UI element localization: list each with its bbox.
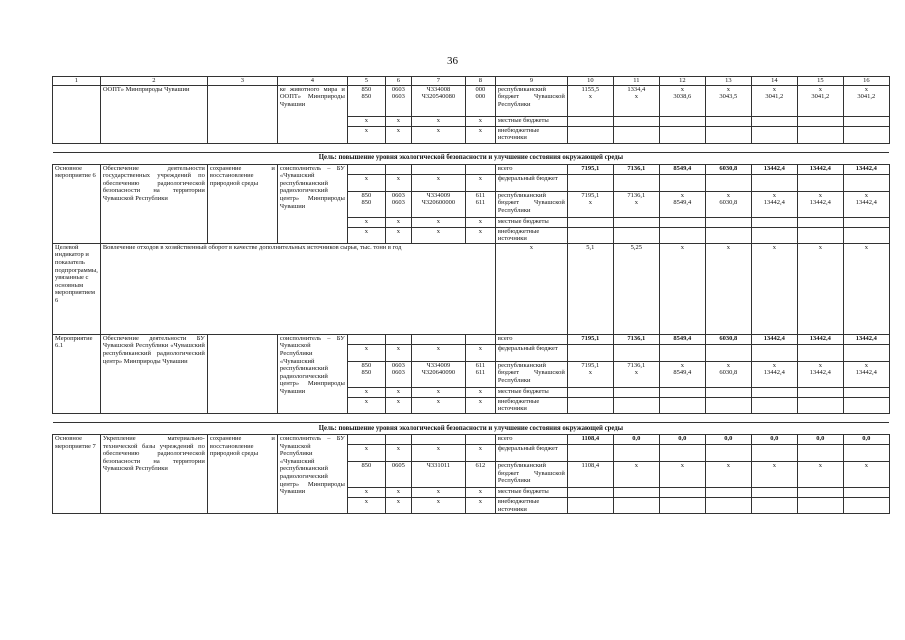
header-cell: 2 — [100, 77, 207, 86]
value-cell — [567, 387, 613, 397]
budget-code-cell: х — [385, 487, 411, 497]
value-cell — [567, 227, 613, 243]
value-cell — [797, 444, 843, 461]
header-cell: 6 — [385, 77, 411, 86]
funding-source: республиканский бюджет Чувашской Республики — [495, 361, 567, 387]
value-cell: х 3041,2 — [797, 85, 843, 116]
budget-code-cell: Ч334008 Ч320540080 — [411, 85, 465, 116]
value-cell — [751, 387, 797, 397]
activity-executor: соисполнитель – БУ Чувашской Республики «Чувашский республиканский радиологический центр» Минприроды Чувашии — [277, 334, 347, 413]
header-cell: 15 — [797, 77, 843, 86]
value-cell — [705, 387, 751, 397]
funding-source: местные бюджеты — [495, 116, 567, 126]
header-cell: 4 — [277, 77, 347, 86]
funding-source: местные бюджеты — [495, 487, 567, 497]
value-cell — [705, 444, 751, 461]
budget-code-cell — [411, 434, 465, 444]
budget-code-cell: х — [465, 227, 495, 243]
budget-code-cell: х — [411, 126, 465, 143]
activity-name: Обеспечение деятельности государственных учреждений по обеспечению радиологической безопасности на территории Чувашской Республики — [100, 164, 207, 243]
budget-code-cell: 850 850 — [347, 191, 385, 217]
value-cell: 1155,5 х — [567, 85, 613, 116]
budget-code-cell: х — [411, 387, 465, 397]
value-cell: 13442,4 — [797, 164, 843, 174]
budget-code-cell: х — [385, 497, 411, 513]
value-cell — [613, 387, 659, 397]
value-cell — [613, 227, 659, 243]
value-cell: х — [797, 461, 843, 487]
indicator-label: Целевой индикатор и показатель подпрограммы, увязанные с основным мероприятием 6 — [53, 243, 101, 334]
budget-code-cell: 850 850 — [347, 85, 385, 116]
indicator-value: х — [705, 243, 751, 334]
value-cell — [659, 397, 705, 413]
value-cell — [797, 174, 843, 191]
funding-source: внебюджетные источники — [495, 126, 567, 143]
value-cell — [751, 487, 797, 497]
activity-type — [53, 85, 101, 143]
value-cell — [797, 227, 843, 243]
value-cell — [613, 344, 659, 361]
table-row — [53, 85, 890, 116]
value-cell — [659, 487, 705, 497]
budget-code-cell: Ч331011 — [411, 461, 465, 487]
value-cell — [797, 126, 843, 143]
goal-row — [53, 422, 890, 434]
budget-code-cell — [385, 164, 411, 174]
budget-code-cell: 0603 0603 — [385, 361, 411, 387]
value-cell — [567, 217, 613, 227]
value-cell: х — [659, 461, 705, 487]
budget-code-cell: х — [347, 217, 385, 227]
budget-code-cell: х — [465, 344, 495, 361]
value-cell — [797, 397, 843, 413]
value-cell — [751, 497, 797, 513]
value-cell — [613, 126, 659, 143]
header-row — [53, 77, 890, 86]
value-cell: 7195,1 х — [567, 191, 613, 217]
budget-code-cell: х — [385, 444, 411, 461]
budget-code-cell: 611 611 — [465, 361, 495, 387]
goal-heading: Цель: повышение уровня экологической безопасности и улучшение состояния окружающей среды — [53, 422, 890, 434]
indicator-value: х — [751, 243, 797, 334]
value-cell — [797, 217, 843, 227]
indicator-value: х — [495, 243, 567, 334]
value-cell: 13442,4 — [843, 164, 889, 174]
budget-code-cell: 0603 0603 — [385, 85, 411, 116]
value-cell: х 3041,2 — [843, 85, 889, 116]
value-cell — [705, 497, 751, 513]
value-cell — [659, 344, 705, 361]
activity-type: Основное мероприятие 7 — [53, 434, 101, 513]
funding-source: федеральный бюджет — [495, 444, 567, 461]
budget-code-cell — [465, 434, 495, 444]
value-cell — [613, 444, 659, 461]
header-cell: 11 — [613, 77, 659, 86]
value-cell — [843, 487, 889, 497]
value-cell — [659, 444, 705, 461]
funding-source: республиканский бюджет Чувашской Республики — [495, 191, 567, 217]
budget-code-cell: х — [385, 116, 411, 126]
activity-direction — [207, 85, 277, 143]
budget-code-cell — [347, 434, 385, 444]
budget-code-cell: 850 — [347, 461, 385, 487]
activity-direction: сохранение и восстановление природной среды — [207, 164, 277, 243]
header-cell: 10 — [567, 77, 613, 86]
header-cell: 13 — [705, 77, 751, 86]
budget-code-cell: х — [465, 497, 495, 513]
value-cell — [751, 397, 797, 413]
funding-source: местные бюджеты — [495, 217, 567, 227]
budget-code-cell: Ч334009 Ч320640090 — [411, 361, 465, 387]
table-row — [53, 434, 890, 444]
goal-heading: Цель: повышение уровня экологической безопасности и улучшение состояния окружающей среды — [53, 152, 890, 164]
value-cell — [705, 227, 751, 243]
budget-code-cell: х — [385, 344, 411, 361]
activity-direction: сохранение и восстановление природной среды — [207, 434, 277, 513]
budget-code-cell: х — [347, 487, 385, 497]
value-cell — [843, 116, 889, 126]
value-cell: х 13442,4 — [843, 361, 889, 387]
value-cell — [659, 217, 705, 227]
value-cell — [613, 217, 659, 227]
value-cell — [843, 344, 889, 361]
value-cell: х — [843, 461, 889, 487]
value-cell — [705, 217, 751, 227]
value-cell — [659, 116, 705, 126]
budget-code-cell: х — [411, 174, 465, 191]
funding-source: федеральный бюджет — [495, 174, 567, 191]
value-cell: 0,0 — [797, 434, 843, 444]
value-cell — [797, 497, 843, 513]
budget-code-cell: х — [347, 497, 385, 513]
value-cell — [751, 116, 797, 126]
value-cell: 7136,1 х — [613, 191, 659, 217]
value-cell — [843, 397, 889, 413]
value-cell — [751, 126, 797, 143]
value-cell — [567, 344, 613, 361]
budget-code-cell: 000 000 — [465, 85, 495, 116]
indicator-value: х — [797, 243, 843, 334]
header-cell: 7 — [411, 77, 465, 86]
value-cell — [843, 174, 889, 191]
budget-code-cell: х — [411, 217, 465, 227]
value-cell: 8549,4 — [659, 334, 705, 344]
value-cell: х 6030,8 — [705, 191, 751, 217]
value-cell — [705, 174, 751, 191]
header-cell: 1 — [53, 77, 101, 86]
value-cell — [843, 387, 889, 397]
goal-row — [53, 152, 890, 164]
value-cell — [705, 397, 751, 413]
activity-name: Укрепление материально-технической базы учреждений по обеспечению радиологической безопасности на территории Чувашской Республики — [100, 434, 207, 513]
indicator-value: 5,1 — [567, 243, 613, 334]
budget-code-cell — [411, 334, 465, 344]
value-cell: 0,0 — [843, 434, 889, 444]
value-cell — [613, 174, 659, 191]
spacer-row — [53, 413, 890, 422]
value-cell — [705, 344, 751, 361]
budget-code-cell — [465, 334, 495, 344]
budget-code-cell: х — [347, 126, 385, 143]
funding-source: всего — [495, 164, 567, 174]
activity-direction — [207, 334, 277, 413]
value-cell: х — [705, 461, 751, 487]
budget-code-cell: х — [347, 387, 385, 397]
value-cell: 8549,4 — [659, 164, 705, 174]
funding-source: местные бюджеты — [495, 387, 567, 397]
funding-source: республиканский бюджет Чувашской Республики — [495, 461, 567, 487]
spacer — [53, 143, 890, 152]
table-row — [53, 334, 890, 344]
value-cell: 0,0 — [613, 434, 659, 444]
header-cell: 16 — [843, 77, 889, 86]
budget-code-cell: х — [465, 217, 495, 227]
value-cell: 7136,1 — [613, 164, 659, 174]
value-cell: х 8549,4 — [659, 191, 705, 217]
value-cell — [843, 227, 889, 243]
value-cell: 1108,4 — [567, 461, 613, 487]
activity-executor: соисполнитель – БУ Чувашской Республики «Чувашский республиканский радиологический центр» Минприроды Чувашии — [277, 434, 347, 513]
budget-code-cell: х — [411, 116, 465, 126]
value-cell: 13442,4 — [751, 164, 797, 174]
activity-type: Основное мероприятие 6 — [53, 164, 101, 243]
value-cell — [705, 116, 751, 126]
value-cell: 6030,8 — [705, 164, 751, 174]
budget-code-cell: х — [347, 344, 385, 361]
value-cell: х 8549,4 — [659, 361, 705, 387]
value-cell: 13442,4 — [797, 334, 843, 344]
budget-code-cell: х — [465, 116, 495, 126]
value-cell — [751, 174, 797, 191]
budget-code-cell: х — [465, 397, 495, 413]
value-cell — [567, 126, 613, 143]
budget-code-cell — [411, 164, 465, 174]
value-cell: х — [751, 461, 797, 487]
value-cell: 7136,1 х — [613, 361, 659, 387]
budget-code-cell: х — [411, 487, 465, 497]
value-cell: х 3043,5 — [705, 85, 751, 116]
header-cell: 8 — [465, 77, 495, 86]
header-cell: 9 — [495, 77, 567, 86]
budget-code-cell: 850 850 — [347, 361, 385, 387]
value-cell — [567, 397, 613, 413]
budget-code-cell: х — [465, 444, 495, 461]
value-cell: х 13442,4 — [751, 361, 797, 387]
budget-code-cell: х — [385, 227, 411, 243]
value-cell: 7195,1 х — [567, 361, 613, 387]
value-cell — [613, 397, 659, 413]
indicator-value: х — [659, 243, 705, 334]
value-cell — [567, 174, 613, 191]
activity-executor: ке животного мира и ООПТ» Минприроды Чувашии — [277, 85, 347, 143]
value-cell — [797, 387, 843, 397]
budget-code-cell: х — [465, 174, 495, 191]
value-cell: 7136,1 — [613, 334, 659, 344]
value-cell — [705, 487, 751, 497]
header-cell: 5 — [347, 77, 385, 86]
value-cell — [613, 487, 659, 497]
value-cell — [567, 497, 613, 513]
budget-code-cell: х — [465, 126, 495, 143]
value-cell: 7195,1 — [567, 164, 613, 174]
indicator-row — [53, 243, 890, 334]
value-cell — [659, 227, 705, 243]
indicator-value: х — [843, 243, 889, 334]
value-cell — [613, 116, 659, 126]
value-cell — [751, 344, 797, 361]
spacer-row — [53, 143, 890, 152]
value-cell — [705, 126, 751, 143]
activity-executor: соисполнитель – БУ «Чувашский республиканский радиологический центр» Минприроды Чувашии — [277, 164, 347, 243]
budget-code-cell: х — [385, 174, 411, 191]
budget-code-cell: х — [465, 487, 495, 497]
value-cell: х 3041,2 — [751, 85, 797, 116]
indicator-text: Вовлечение отходов в хозяйственный оборот в качестве дополнительных источников сырья, тыс. тонн в год — [100, 243, 495, 334]
value-cell — [843, 217, 889, 227]
spacer — [53, 413, 890, 422]
budget-code-cell: х — [347, 227, 385, 243]
value-cell — [797, 116, 843, 126]
budget-code-cell: 0605 — [385, 461, 411, 487]
value-cell: 7195,1 — [567, 334, 613, 344]
indicator-value: 5,25 — [613, 243, 659, 334]
budget-code-cell: 611 611 — [465, 191, 495, 217]
value-cell — [843, 444, 889, 461]
funding-source: внебюджетные источники — [495, 397, 567, 413]
value-cell: х 13442,4 — [751, 191, 797, 217]
value-cell — [567, 444, 613, 461]
value-cell: 13442,4 — [751, 334, 797, 344]
funding-source: всего — [495, 434, 567, 444]
budget-code-cell: х — [411, 227, 465, 243]
value-cell — [567, 116, 613, 126]
budget-code-cell: х — [465, 387, 495, 397]
budget-code-cell — [347, 164, 385, 174]
value-cell — [659, 387, 705, 397]
budget-code-cell: х — [411, 344, 465, 361]
budget-code-cell: х — [411, 397, 465, 413]
value-cell — [843, 497, 889, 513]
activity-name: Обеспечение деятельности БУ Чувашской Республики «Чувашский республиканский радиологический центр» Минприроды Чувашии — [100, 334, 207, 413]
value-cell — [751, 217, 797, 227]
header-cell: 12 — [659, 77, 705, 86]
budget-code-cell: х — [347, 444, 385, 461]
value-cell — [613, 497, 659, 513]
value-cell: х 13442,4 — [797, 191, 843, 217]
funding-source: федеральный бюджет — [495, 344, 567, 361]
budget-code-cell: х — [411, 444, 465, 461]
value-cell — [843, 126, 889, 143]
budget-code-cell: х — [347, 116, 385, 126]
value-cell: х 3038,6 — [659, 85, 705, 116]
value-cell — [751, 227, 797, 243]
value-cell: 0,0 — [705, 434, 751, 444]
value-cell — [797, 487, 843, 497]
value-cell: 13442,4 — [843, 334, 889, 344]
budget-code-cell: х — [385, 217, 411, 227]
funding-source: всего — [495, 334, 567, 344]
budget-code-cell: х — [385, 126, 411, 143]
value-cell: х 13442,4 — [843, 191, 889, 217]
value-cell — [659, 497, 705, 513]
value-cell: 6030,8 — [705, 334, 751, 344]
value-cell: х 13442,4 — [797, 361, 843, 387]
budget-code-cell: х — [411, 497, 465, 513]
budget-code-cell — [465, 164, 495, 174]
budget-code-cell: х — [385, 397, 411, 413]
value-cell — [751, 444, 797, 461]
header-cell: 3 — [207, 77, 277, 86]
budget-code-cell: х — [347, 397, 385, 413]
value-cell: 1108,4 — [567, 434, 613, 444]
page-number: 36 — [447, 55, 458, 67]
activity-name: ООПТ» Минприроды Чувашии — [100, 85, 207, 143]
value-cell: 0,0 — [659, 434, 705, 444]
funding-source: внебюджетные источники — [495, 227, 567, 243]
value-cell — [659, 126, 705, 143]
table-row — [53, 164, 890, 174]
budget-code-cell: х — [347, 174, 385, 191]
budget-code-cell — [347, 334, 385, 344]
budget-code-cell — [385, 334, 411, 344]
funding-source: республиканский бюджет Чувашской Республики — [495, 85, 567, 116]
header-cell: 14 — [751, 77, 797, 86]
value-cell: 1334,4 х — [613, 85, 659, 116]
budget-code-cell: 0603 0603 — [385, 191, 411, 217]
program-table — [52, 76, 890, 514]
value-cell — [659, 174, 705, 191]
budget-code-cell — [385, 434, 411, 444]
budget-code-cell: 612 — [465, 461, 495, 487]
budget-code-cell: х — [385, 387, 411, 397]
value-cell: х 6030,8 — [705, 361, 751, 387]
value-cell: х — [613, 461, 659, 487]
value-cell — [797, 344, 843, 361]
funding-source: внебюджетные источники — [495, 497, 567, 513]
value-cell — [567, 487, 613, 497]
activity-type: Мероприятие 6.1 — [53, 334, 101, 413]
value-cell: 0,0 — [751, 434, 797, 444]
budget-code-cell: Ч334009 Ч320600000 — [411, 191, 465, 217]
